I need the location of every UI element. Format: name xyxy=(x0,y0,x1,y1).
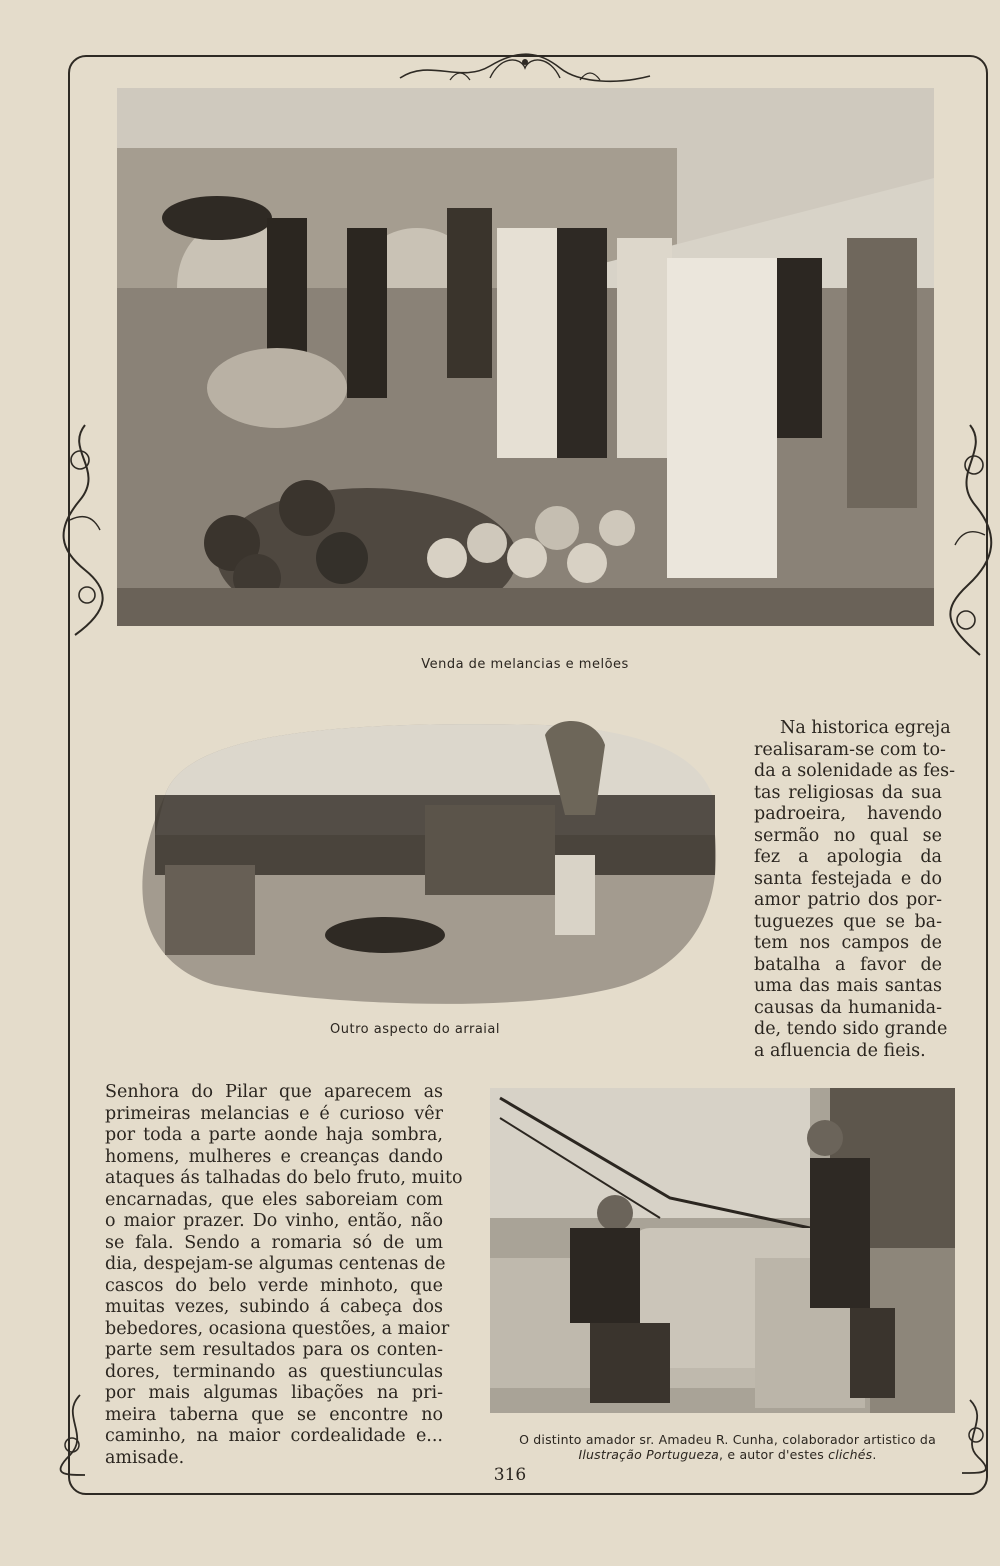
text-line: tuguezes que se ba- xyxy=(754,911,942,932)
caption-end: . xyxy=(872,1447,877,1462)
portrait-photo-caption xyxy=(470,1432,985,1462)
text-line: fez a apologia da xyxy=(754,847,942,867)
text-line: Senhora do Pilar que aparecem as xyxy=(105,1082,443,1102)
text-line: batalha a favor de xyxy=(754,954,942,975)
text-line: bebedores, ocasiona questões, a maior xyxy=(105,1318,450,1339)
text-line: da a solenidade as fes- xyxy=(754,761,955,781)
text-line: padroeira, havendo xyxy=(754,804,942,824)
text-line: uma das mais santas xyxy=(754,976,942,996)
text-line: dia, despejam-se algumas centenas de xyxy=(105,1254,446,1274)
page-number: 316 xyxy=(493,1465,527,1485)
text-line: de, tendo sido grande xyxy=(754,1019,948,1039)
text-line: primeiras melancias e é curioso vêr xyxy=(105,1103,443,1124)
text-line: tas religiosas da sua xyxy=(754,782,942,803)
text-line: por mais algumas libações na pri- xyxy=(105,1383,443,1403)
photographer-portrait-photo xyxy=(490,1088,955,1413)
market-photo-caption: Venda de melancias e melões xyxy=(421,657,629,672)
caption-middle: , e autor d'estes xyxy=(719,1447,829,1462)
text-line: cascos do belo verde minhoto, que xyxy=(105,1275,443,1296)
text-line: ataques ás talhadas do belo fruto, muito xyxy=(105,1168,463,1188)
text-line: se fala. Sendo a romaria só de um xyxy=(105,1232,443,1253)
text-line: dores, terminando as questiunculas xyxy=(105,1361,443,1382)
romaria-paragraph xyxy=(105,1082,463,1469)
top-flourish-ornament xyxy=(390,48,660,86)
caption-line-2 xyxy=(470,1447,985,1462)
fair-photo-caption: Outro aspecto do arraial xyxy=(330,1022,500,1037)
text-line: parte sem resultados para os conten- xyxy=(105,1340,443,1360)
text-line: a afluencia de fieis. xyxy=(754,1040,926,1061)
text-line: caminho, na maior cordealidade e... xyxy=(105,1426,443,1446)
text-line: amisade. xyxy=(105,1447,185,1468)
text-line: tem nos campos de xyxy=(754,933,942,953)
text-line: causas da humanida- xyxy=(754,997,942,1018)
text-line: meira taberna que se encontre no xyxy=(105,1404,443,1425)
text-line: homens, mulheres e creanças dando xyxy=(105,1146,443,1167)
text-line: encarnadas, que eles saboreiam com xyxy=(105,1189,443,1210)
cliches-word: clichés xyxy=(828,1447,873,1462)
text-line: muitas vezes, subindo á cabeça dos xyxy=(105,1297,443,1317)
text-line: santa festejada e do xyxy=(754,868,942,889)
bottom-left-scroll-ornament xyxy=(50,1390,100,1480)
text-line: amor patrio dos por- xyxy=(754,890,942,910)
market-photo xyxy=(117,88,934,626)
right-scroll-ornament xyxy=(940,420,1000,660)
left-scroll-ornament xyxy=(55,420,115,640)
text-line: sermão no qual se xyxy=(754,825,942,846)
caption-line-1: O distinto amador sr. Amadeu R. Cunha, colaborador artistico da xyxy=(519,1432,936,1447)
fair-photo xyxy=(125,715,720,1015)
text-line: Na historica egreja xyxy=(780,718,951,738)
text-line: realisaram-se com to- xyxy=(754,739,946,760)
magazine-title: Ilustração Portugueza xyxy=(578,1447,720,1462)
church-festival-paragraph xyxy=(754,718,955,1062)
text-line: o maior prazer. Do vinho, então, não xyxy=(105,1211,443,1231)
text-line: por toda a parte aonde haja sombra, xyxy=(105,1125,443,1145)
